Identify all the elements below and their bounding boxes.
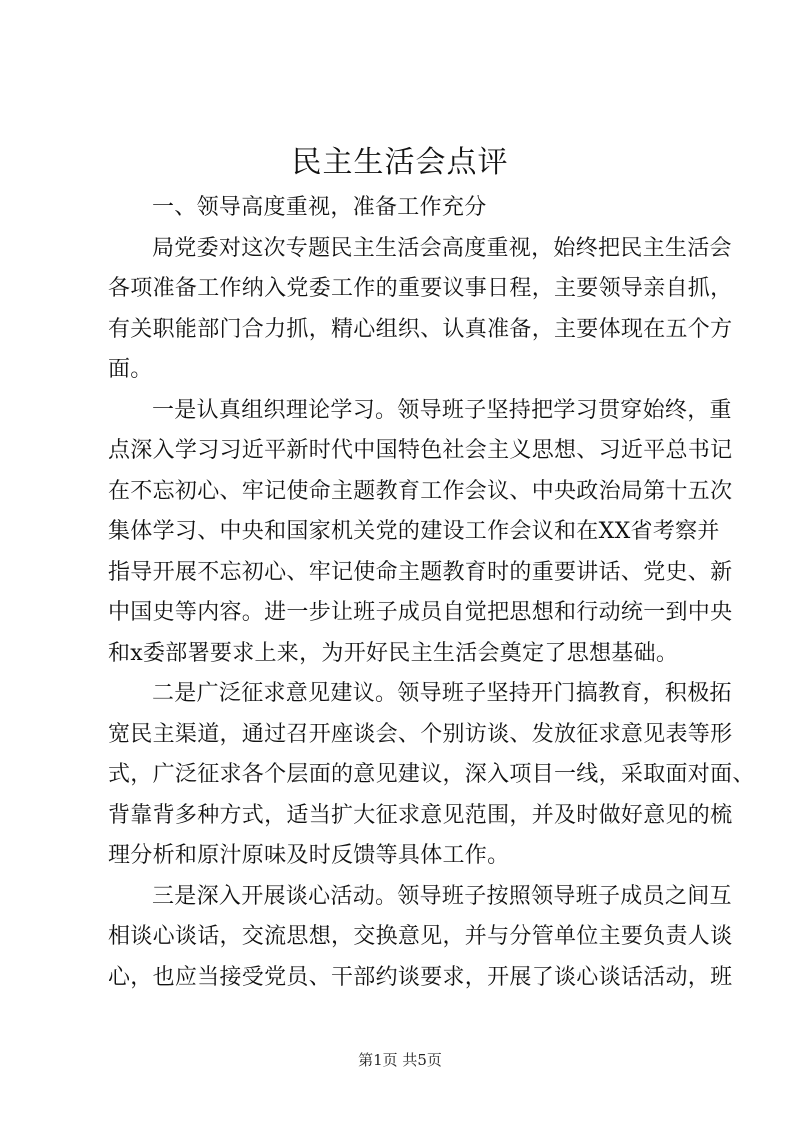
paragraph-line: 在不忘初心、牢记使命主题教育工作会议、中央政治局第十五次: [108, 478, 733, 504]
paragraph-line: 心，也应当接受党员、干部约谈要求，开展了谈心谈话活动，班: [108, 964, 733, 990]
section-heading: 一、领导高度重视，准备工作充分: [152, 195, 487, 220]
page-number-footer: 第1页 共5页: [358, 1051, 442, 1069]
paragraph-line: 指导开展不忘初心、牢记使命主题教育时的重要讲话、党史、新: [108, 559, 733, 585]
paragraph-line: 相谈心谈话，交流思想，交换意见，并与分管单位主要负责人谈: [108, 924, 733, 949]
document-body: [108, 188, 755, 998]
paragraph-line: 面。: [108, 357, 153, 382]
paragraph-line: 理分析和原汁原味及时反馈等具体工作。: [108, 843, 510, 868]
paragraph-line: 式，广泛征求各个层面的意见建议，深入项目一线，采取面对面、: [108, 762, 755, 787]
paragraph-line: 一是认真组织理论学习。领导班子坚持把学习贯穿始终，重: [152, 397, 732, 423]
paragraph-line: 和x委部署要求上来，为开好民主生活会奠定了思想基础。: [108, 640, 679, 666]
paragraph-line: 集体学习、中央和国家机关党的建设工作会议和在XX省考察并: [108, 519, 720, 544]
paragraph-line: 三是深入开展谈心活动。领导班子按照领导班子成员之间互: [152, 883, 732, 909]
document-title: 民主生活会点评: [291, 145, 509, 180]
paragraph-line: 二是广泛征求意见建议。领导班子坚持开门搞教育，积极拓: [152, 681, 732, 706]
paragraph-line: 局党委对这次专题民主生活会高度重视，始终把民主生活会: [152, 235, 732, 261]
paragraph-line: 有关职能部门合力抓，精心组织、认真准备，主要体现在五个方: [108, 316, 733, 342]
paragraph-line: 背靠背多种方式，适当扩大征求意见范围，并及时做好意见的梳: [108, 802, 733, 828]
paragraph-line: 宽民主渠道，通过召开座谈会、个别访谈、发放征求意见表等形: [108, 721, 733, 747]
paragraph-line: 各项准备工作纳入党委工作的重要议事日程，主要领导亲自抓，: [108, 276, 733, 301]
paragraph-line: 点深入学习习近平新时代中国特色社会主义思想、习近平总书记: [108, 438, 733, 463]
paragraph-line: 中国史等内容。进一步让班子成员自觉把思想和行动统一到中央: [108, 600, 733, 625]
